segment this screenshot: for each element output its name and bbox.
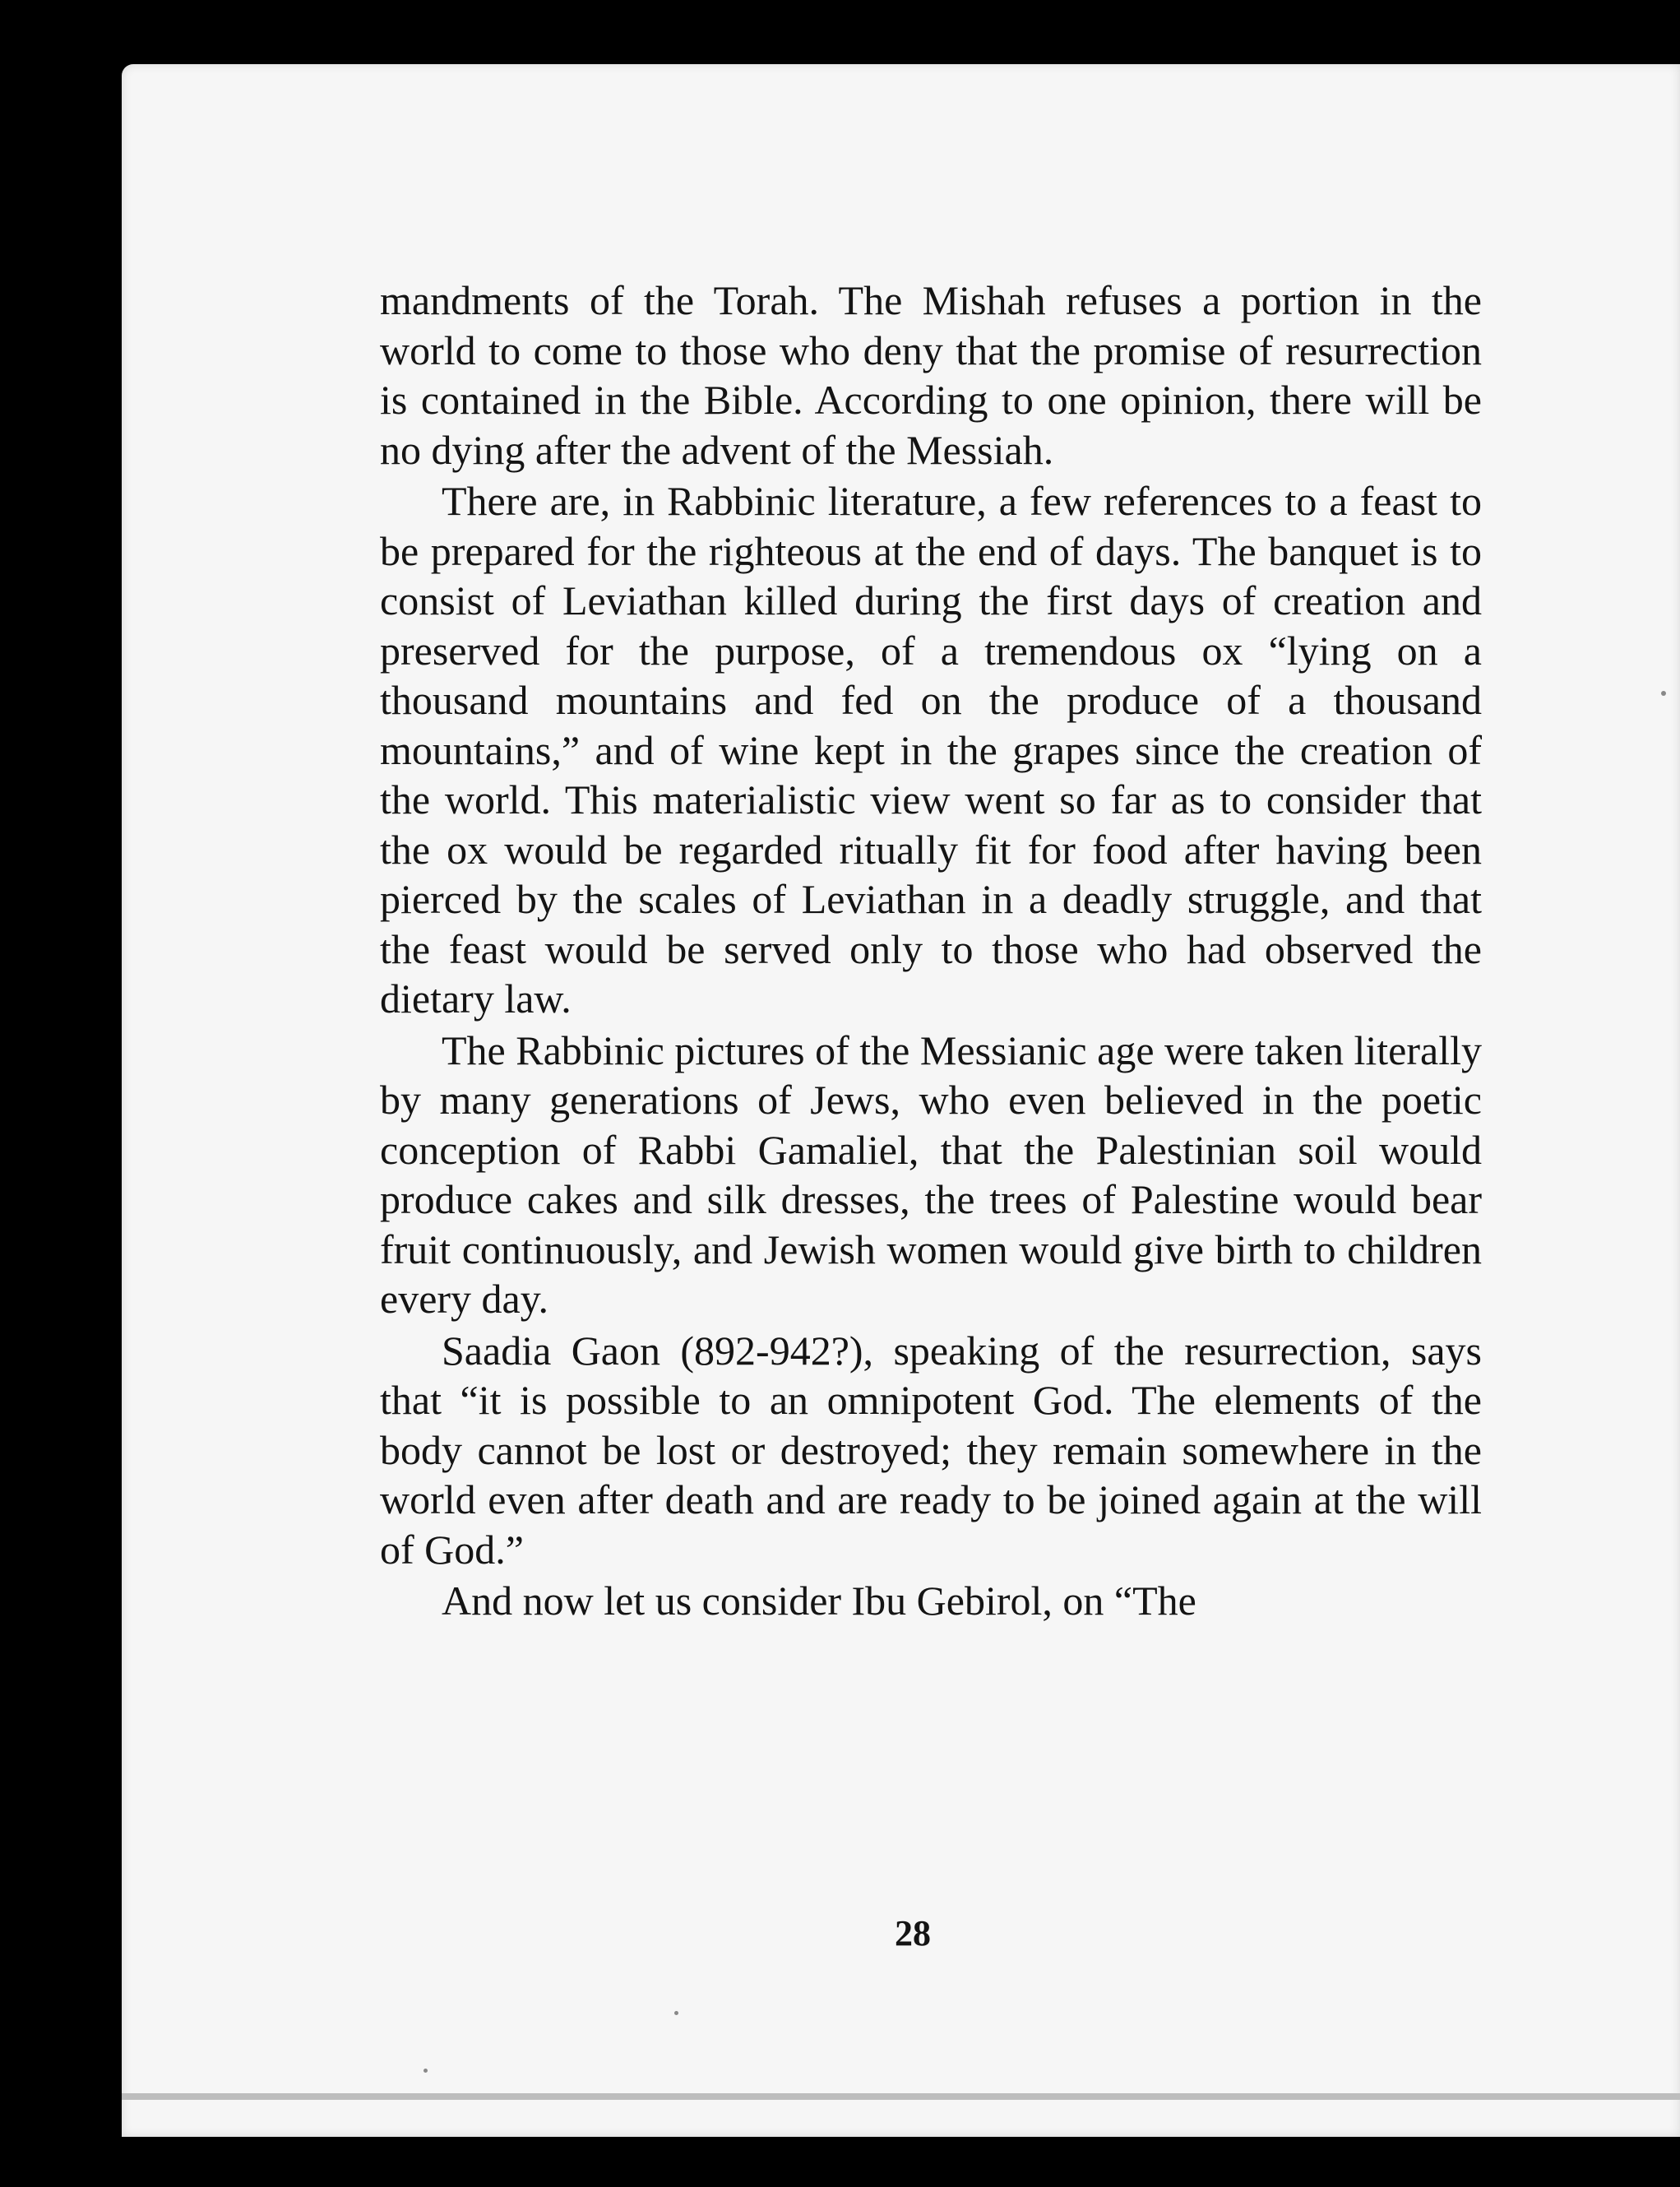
scan-speck: [423, 2069, 428, 2073]
scan-speck: [1661, 691, 1666, 696]
paragraph-3: The Rabbinic pictures of the Messianic age were taken literally by many generations of Jews, who even believed in the poetic conception of Rabbi Gamaliel, that the Palestinian soil would produce cakes and silk dresses, the trees of Palestine would bear fruit continuously, and Jewish women would give birth to children every day.: [380, 1026, 1482, 1322]
page-number: 28: [895, 1913, 931, 1953]
paragraph-2: There are, in Rabbinic literature, a few references to a feast to be prepared for the righteous at the end of days. The banquet is to consist of Leviathan killed during the first days of creation and preserved for the purpose, of a tremendous ox “lying on a thousand mountains and fed on the produce of a thousand mountains,” and of wine kept in the grapes since the creation of the world. This materialistic view went so far as to consider that the ox would be regarded ritually fit for food after having been pierced by the scales of Leviathan in a deadly struggle, and that the feast would be served only to those who had observed the dietary law.: [380, 478, 1482, 1022]
paragraph-1: mandments of the Torah. The Mishah refuses a portion in the world to come to those who deny that the promise of resurrection is contained in the Bible. According to one opinion, there will be no dying after the advent of the Messiah.: [380, 277, 1482, 473]
body-text: [380, 276, 1482, 1626]
page-bottom-edge: [122, 2093, 1680, 2100]
paragraph-4: Saadia Gaon (892-942?), speaking of the resurrection, says that “it is possible to an omnipotent God. The elements of the body cannot be lost or destroyed; they remain somewhere in the world even after death and are ready to be joined again at the will of God.”: [380, 1327, 1482, 1573]
paragraph-5: And now let us consider Ibu Gebirol, on “The: [442, 1578, 1196, 1624]
scan-speck: [674, 2011, 678, 2015]
